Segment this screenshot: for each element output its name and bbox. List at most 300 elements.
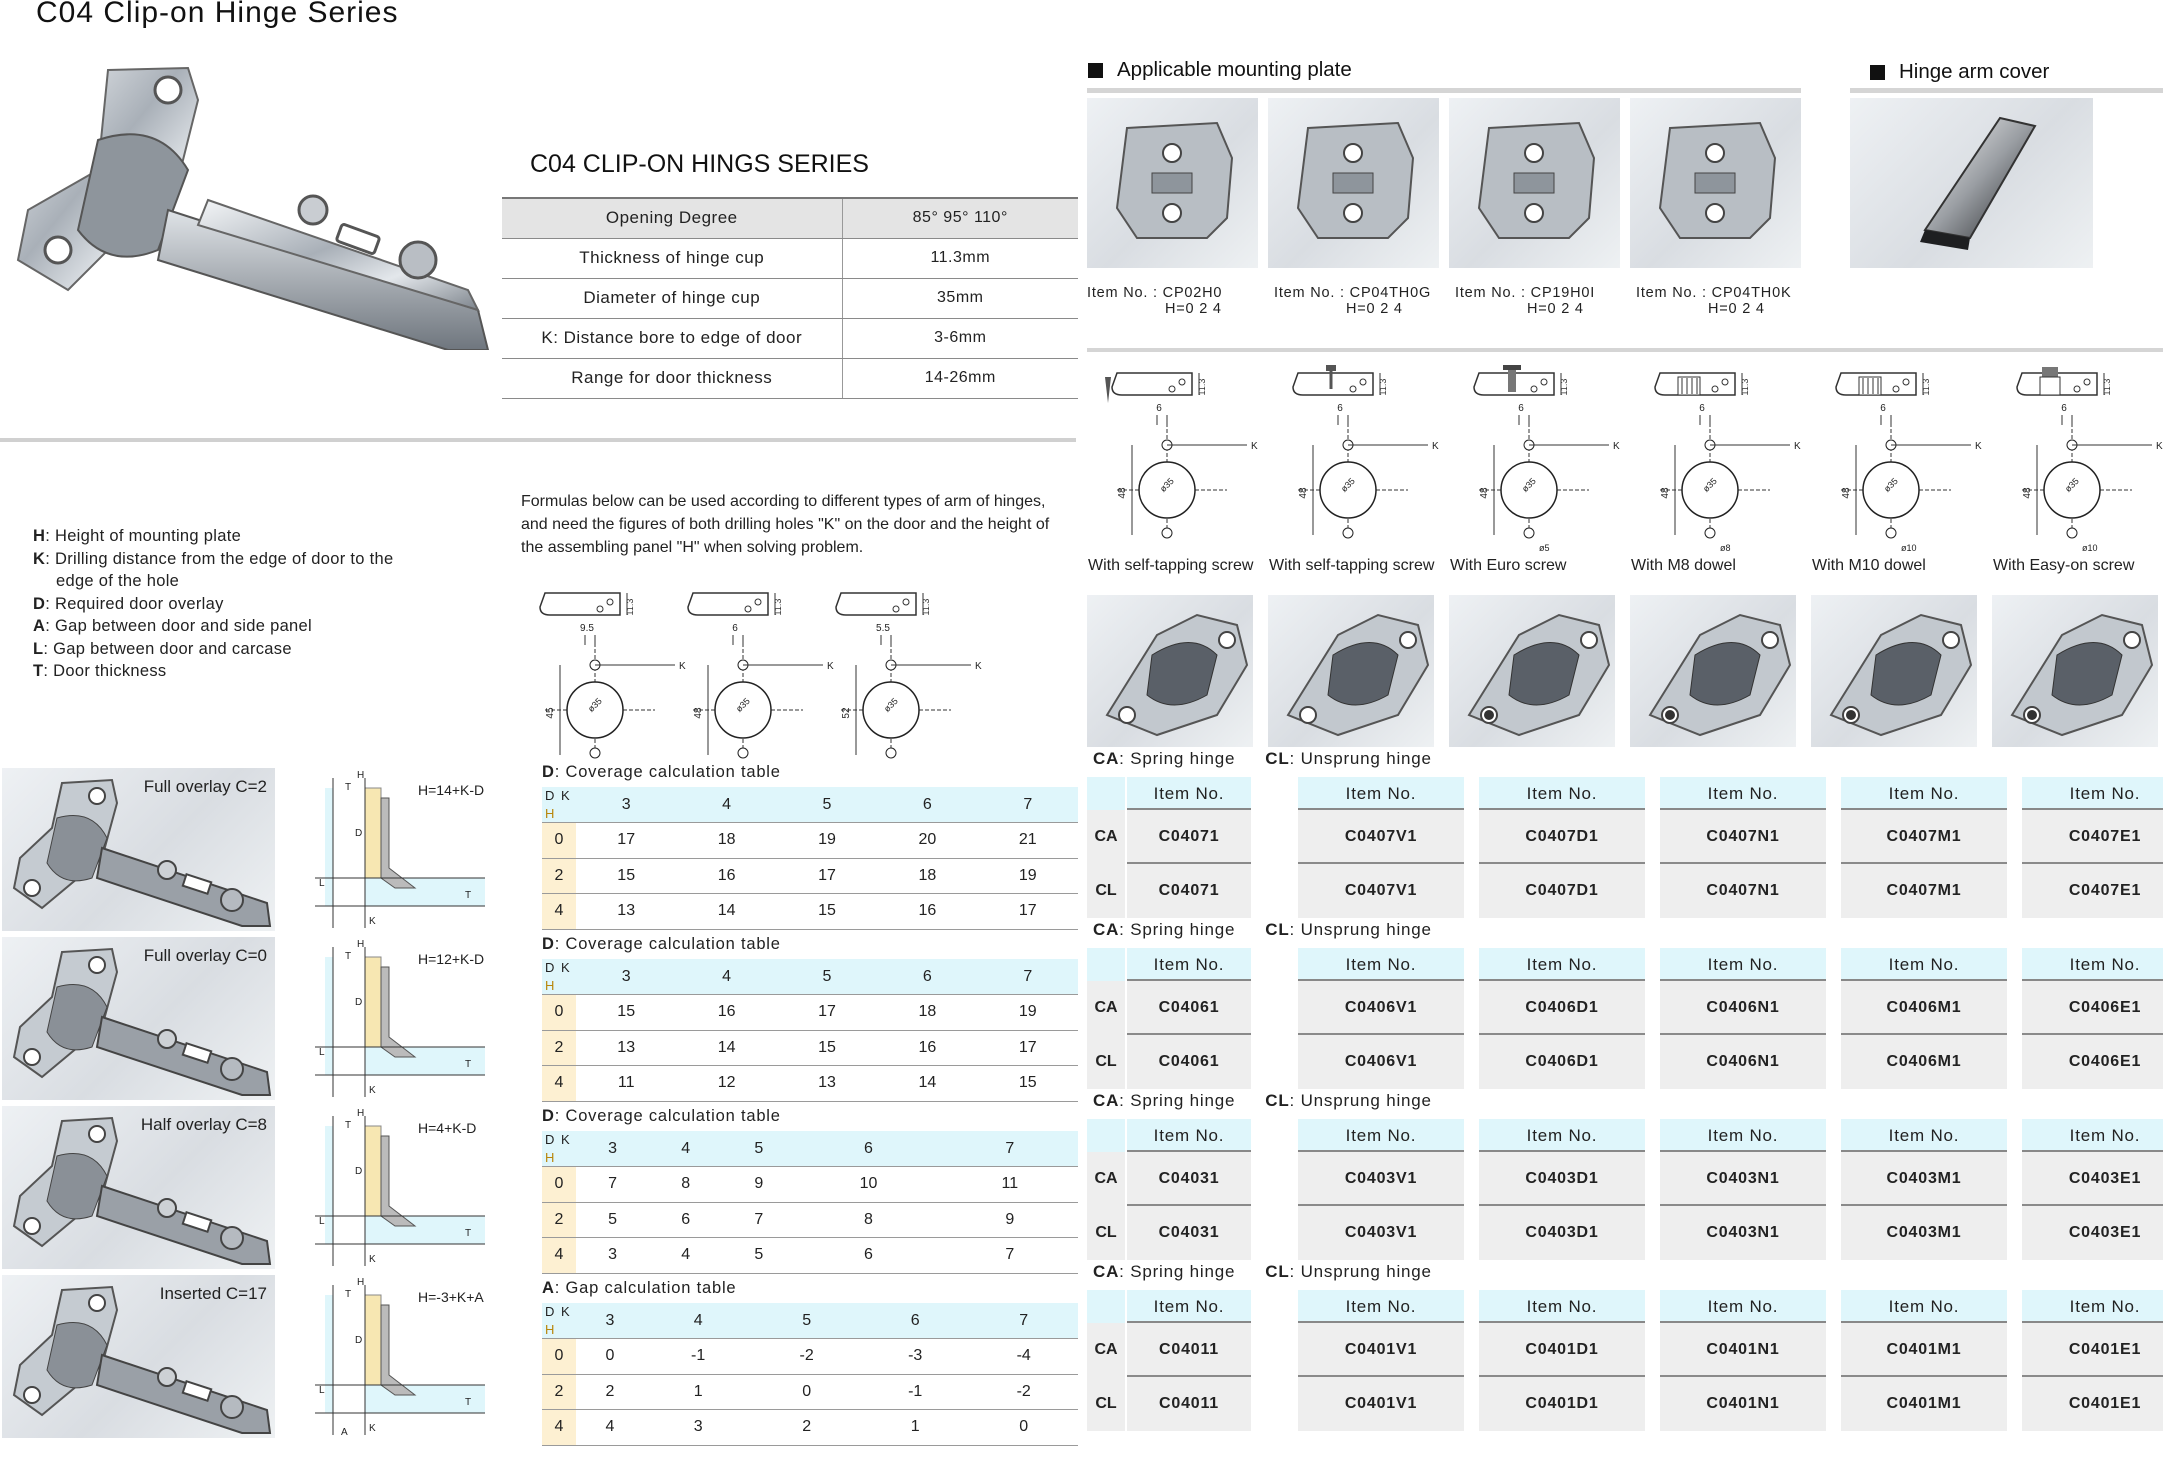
spec-value: 14-26mm	[842, 358, 1078, 398]
side-dim-label: 45	[545, 707, 556, 719]
calc-k-value: 4	[676, 787, 776, 823]
calc-cell: 8	[649, 1167, 722, 1203]
item-column	[1660, 948, 1826, 1089]
calc-h-value: 2	[542, 1202, 576, 1238]
cl-text: : Unsprung hinge	[1289, 749, 1432, 768]
item-cl-value: C0406E1	[2022, 1035, 2163, 1089]
corner-d: D	[545, 1132, 555, 1147]
item-cl-value: C0403N1	[1660, 1206, 1826, 1260]
plate-height: H=0 2 4	[1346, 301, 1403, 317]
item-column	[1127, 1119, 1251, 1260]
item-groups	[1087, 750, 2163, 1457]
t-label: T	[465, 1397, 472, 1408]
item-column	[1841, 777, 2007, 918]
corner-h: H	[545, 978, 555, 993]
side-dim-label: 52	[841, 707, 852, 719]
item-column	[1660, 1119, 1826, 1260]
ca-text: : Spring hinge	[1119, 1262, 1236, 1281]
legend-text: : Gap between door and side panel	[45, 617, 312, 635]
height-label: 11.3	[773, 598, 783, 616]
screw-caption: With self-tapping screw	[1088, 557, 1254, 574]
spec-row	[502, 198, 1078, 238]
mounting-plates	[1087, 98, 1801, 328]
item-header: Item No.	[2022, 1290, 2163, 1323]
calc-table	[542, 1131, 1078, 1274]
item-ca-value: C04061	[1127, 981, 1251, 1035]
calc-cell: 15	[777, 1030, 877, 1066]
plate-height: H=0 2 4	[1708, 301, 1765, 317]
item-cl-value: C0407V1	[1298, 864, 1464, 918]
height-label: 11.3	[1921, 378, 1931, 396]
item-ca-value: C0403E1	[2022, 1152, 2163, 1206]
calc-cell: 0	[752, 1374, 861, 1410]
l-label: L	[319, 1385, 325, 1396]
item-ca-value: C0407N1	[1660, 810, 1826, 864]
hinge-type-heading	[1093, 920, 1432, 940]
calc-tables	[540, 763, 1080, 1453]
ca-text: : Spring hinge	[1119, 1091, 1236, 1110]
drill-diagram	[1278, 365, 1448, 565]
main-hinge-image	[8, 60, 498, 350]
legend-row	[33, 548, 433, 571]
item-column	[2022, 1290, 2163, 1431]
k-label: K	[1975, 441, 1982, 452]
corner-k: K	[561, 788, 570, 803]
calc-h-value: 2	[542, 1030, 576, 1066]
calc-cell: -1	[644, 1339, 753, 1375]
t-label: T	[465, 890, 472, 901]
page-title: C04 Clip-on Hinge Series	[36, 0, 399, 29]
calc-k-value: 5	[777, 959, 877, 995]
side-header	[1087, 1119, 1125, 1152]
calc-cell: 17	[777, 858, 877, 894]
k-label: K	[1251, 441, 1258, 452]
calc-cell: 14	[877, 1066, 977, 1102]
item-cl-value: C0407D1	[1479, 864, 1645, 918]
side-dim-label: 48	[1660, 487, 1671, 499]
hinge-type-photos	[1087, 595, 2163, 750]
item-ca-value: C04031	[1127, 1152, 1251, 1206]
mounting-plate-image	[1630, 98, 1801, 268]
calc-row	[542, 995, 1078, 1031]
item-ca-value: C0401N1	[1660, 1323, 1826, 1377]
drill-hole	[738, 748, 748, 758]
drill-hole	[590, 748, 600, 758]
calc-cell: 15	[777, 894, 877, 930]
item-ca-value: C0406D1	[1479, 981, 1645, 1035]
height-label: 11.3	[1559, 378, 1569, 396]
l-label: L	[319, 1047, 325, 1058]
calc-h-value: 2	[542, 858, 576, 894]
ca-row-label: CA	[1087, 1323, 1125, 1377]
row-type-column	[1087, 1290, 1125, 1431]
item-cl-value: C0403V1	[1298, 1206, 1464, 1260]
k-label: K	[369, 1423, 376, 1434]
item-ca-value: C0406E1	[2022, 981, 2163, 1035]
item-ca-value: C0401D1	[1479, 1323, 1645, 1377]
item-ca-value: C0407M1	[1841, 810, 2007, 864]
cl-row-label: CL	[1087, 1377, 1125, 1431]
item-column	[1298, 777, 1464, 918]
k-label: K	[369, 1254, 376, 1265]
calc-cell: 10	[795, 1167, 941, 1203]
screw-icon	[1105, 377, 1111, 403]
item-header: Item No.	[1298, 1290, 1464, 1323]
drill-diagrams	[525, 585, 982, 760]
calc-k-value: 3	[576, 787, 676, 823]
row-type-column	[1087, 777, 1125, 918]
calc-cell: 18	[877, 995, 977, 1031]
calc-cell: 11	[942, 1167, 1078, 1203]
corner-k: K	[561, 1132, 570, 1147]
calc-cell: 19	[777, 823, 877, 859]
side-header	[1087, 1290, 1125, 1323]
item-cl-value: C04031	[1127, 1206, 1251, 1260]
row-type-column	[1087, 948, 1125, 1089]
top-dim-label: 6	[1337, 403, 1343, 414]
item-column	[1127, 777, 1251, 918]
side-panel	[365, 788, 381, 878]
hinge-cup-illustration	[1811, 595, 1977, 747]
cl-row-label: CL	[1087, 1206, 1125, 1260]
height-label: 11.3	[1740, 378, 1750, 396]
drill-hole	[1886, 528, 1896, 538]
plate-height: H=0 2 4	[1527, 301, 1584, 317]
calc-cell: 19	[978, 995, 1078, 1031]
item-header: Item No.	[1660, 1119, 1826, 1152]
calc-cell: 2	[576, 1374, 644, 1410]
k-label: K	[1794, 441, 1801, 452]
top-dim-label: 6	[1699, 403, 1705, 414]
item-ca-value: C0406V1	[1298, 981, 1464, 1035]
overlay-formula: H=4+K-D	[418, 1120, 477, 1136]
hinge-cup-image	[1992, 595, 2158, 747]
calc-table-title-text: : Coverage calculation table	[554, 1107, 781, 1125]
calc-cell: 5	[722, 1238, 795, 1274]
overlay-label: Full overlay C=2	[143, 777, 267, 796]
cover-bar	[1850, 88, 2163, 93]
legend-text: : Required door overlay	[45, 594, 224, 613]
legend-text: edge of the hole	[56, 572, 180, 590]
item-header: Item No.	[1127, 948, 1251, 981]
item-cl-value: C0407E1	[2022, 864, 2163, 918]
corner-h: H	[545, 1322, 555, 1337]
drill-hole	[1524, 528, 1534, 538]
overlay-section	[0, 768, 500, 1457]
legend-key: A	[33, 617, 46, 635]
calc-cell: 17	[777, 995, 877, 1031]
ca-key: CA	[1093, 749, 1120, 768]
calc-h-value: 0	[542, 823, 576, 859]
k-label: K	[1613, 441, 1620, 452]
item-ca-value: C0403D1	[1479, 1152, 1645, 1206]
item-cl-value: C0401E1	[2022, 1377, 2163, 1431]
calc-cell: 13	[576, 894, 676, 930]
calc-h-value: 4	[542, 1066, 576, 1102]
item-header: Item No.	[1479, 1290, 1645, 1323]
plate-item-no: Item No. : CP19H0I	[1455, 285, 1596, 301]
ca-text: : Spring hinge	[1119, 920, 1236, 939]
calc-h-value: 0	[542, 1339, 576, 1375]
calc-row	[542, 1030, 1078, 1066]
h-label: H	[357, 1108, 365, 1119]
drill-diagram	[525, 585, 695, 785]
calc-k-value: 5	[722, 1131, 795, 1167]
cl-row-label: CL	[1087, 1035, 1125, 1089]
arm-cover-illustration	[1850, 98, 2093, 268]
spec-row	[502, 238, 1078, 278]
item-header: Item No.	[1479, 777, 1645, 810]
drill-diagram	[1459, 365, 1629, 565]
item-ca-value: C04011	[1127, 1323, 1251, 1377]
calc-cell: 9	[722, 1167, 795, 1203]
legend-row	[33, 525, 433, 548]
calc-cell: 19	[978, 858, 1078, 894]
calc-cell: 15	[978, 1066, 1078, 1102]
calc-cell: -2	[969, 1374, 1078, 1410]
h-label: H	[357, 939, 365, 950]
calc-h-value: 4	[542, 894, 576, 930]
item-column	[1127, 948, 1251, 1089]
item-column	[2022, 1119, 2163, 1260]
k-label: K	[2156, 441, 2163, 452]
item-cl-value: C0406V1	[1298, 1035, 1464, 1089]
calc-row	[542, 894, 1078, 930]
screw-icon	[2042, 367, 2058, 377]
calc-corner	[542, 959, 576, 995]
item-ca-value: C0407D1	[1479, 810, 1645, 864]
height-label: 11.3	[1197, 378, 1207, 396]
calc-k-value: 3	[576, 1131, 649, 1167]
calc-cell: 17	[978, 894, 1078, 930]
plate-illustration	[1630, 98, 1801, 268]
overlay-hinge-image	[2, 937, 275, 1100]
item-column	[1479, 777, 1645, 918]
corner-h: H	[545, 806, 555, 821]
calc-cell: 0	[576, 1339, 644, 1375]
calc-cell: 4	[576, 1410, 644, 1446]
spec-row	[502, 278, 1078, 318]
item-ca-value: C0406M1	[1841, 981, 2007, 1035]
calc-k-value: 5	[777, 787, 877, 823]
corner-h: H	[545, 1150, 555, 1165]
side-panel	[365, 1295, 381, 1385]
row-type-column	[1087, 1119, 1125, 1260]
calc-table-key: D	[542, 935, 555, 953]
overlay-label: Half overlay C=8	[140, 1115, 267, 1134]
calc-cell: 9	[942, 1202, 1078, 1238]
hinge-type-heading	[1093, 1262, 1432, 1282]
calc-cell: 15	[576, 995, 676, 1031]
calc-cell: 16	[676, 858, 776, 894]
calc-row	[542, 1167, 1078, 1203]
calc-k-value: 6	[877, 959, 977, 995]
hinge-cup-image	[1087, 595, 1253, 747]
screw-caption: With Easy-on screw	[1993, 557, 2135, 574]
side-panel	[365, 957, 381, 1047]
corner-k: K	[561, 960, 570, 975]
t-label: T	[345, 951, 352, 962]
drill-hole	[2067, 528, 2077, 538]
ca-row-label: CA	[1087, 810, 1125, 864]
side-dim-label: 48	[1479, 487, 1490, 499]
screws-divider	[1087, 348, 2163, 352]
calc-cell: 11	[576, 1066, 676, 1102]
plate-item-no: Item No. : CP04TH0K	[1636, 285, 1792, 301]
item-header: Item No.	[1479, 1119, 1645, 1152]
d-label: D	[355, 1335, 363, 1346]
bullet-square-icon	[1088, 63, 1103, 78]
calc-row	[542, 1238, 1078, 1274]
item-column	[2022, 948, 2163, 1089]
spec-label: Range for door thickness	[502, 358, 842, 398]
cl-key: CL	[1265, 920, 1290, 939]
top-dim-label: 6	[1156, 403, 1162, 414]
k-label: K	[369, 1085, 376, 1096]
spec-table	[502, 197, 1078, 399]
legend-row	[33, 660, 433, 683]
corner-d: D	[545, 960, 555, 975]
ca-key: CA	[1093, 1091, 1120, 1110]
calc-k-value: 7	[942, 1131, 1078, 1167]
calc-cell: 16	[877, 894, 977, 930]
spec-label: Opening Degree	[502, 198, 842, 238]
drill-diagram	[1640, 365, 1810, 565]
calc-table-title-text: : Gap calculation table	[554, 1279, 737, 1297]
calc-cell: 16	[877, 1030, 977, 1066]
calc-k-value: 4	[676, 959, 776, 995]
item-header: Item No.	[2022, 1119, 2163, 1152]
calc-cell: 6	[649, 1202, 722, 1238]
cup-label: ø35	[1881, 475, 1900, 494]
calc-table	[542, 959, 1078, 1102]
corner-d: D	[545, 788, 555, 803]
mounting-heading-text: Applicable mounting plate	[1117, 58, 1352, 81]
t-label: T	[465, 1228, 472, 1239]
calc-header-row	[542, 1131, 1078, 1167]
overlay-formula: H=14+K-D	[418, 782, 485, 798]
legend-row	[33, 593, 433, 616]
item-header: Item No.	[1841, 777, 2007, 810]
screw-diagrams	[1087, 360, 2163, 590]
k-label: K	[369, 916, 376, 927]
hinge-cup-image	[1811, 595, 1977, 747]
hole-label: ø8	[1720, 543, 1731, 553]
height-label: 11.3	[1378, 378, 1388, 396]
side-dim-label: 48	[693, 707, 704, 719]
calc-table-title	[542, 935, 781, 954]
side-dim-label: 48	[1298, 487, 1309, 499]
item-ca-value: C0401M1	[1841, 1323, 2007, 1377]
legend-text: : Door thickness	[43, 662, 167, 680]
cl-row-label: CL	[1087, 864, 1125, 918]
calc-cell: 20	[877, 823, 977, 859]
hinge-illustration	[8, 60, 498, 350]
calc-cell: 13	[576, 1030, 676, 1066]
calc-row	[542, 1374, 1078, 1410]
calc-cell: 18	[877, 858, 977, 894]
top-dim-label: 5.5	[876, 623, 890, 634]
calc-cell: 2	[752, 1410, 861, 1446]
calc-corner	[542, 787, 576, 823]
calc-cell: 5	[576, 1202, 649, 1238]
plate-height: H=0 2 4	[1165, 301, 1222, 317]
item-header: Item No.	[1841, 1290, 2007, 1323]
overlay-label: Full overlay C=0	[143, 946, 267, 965]
item-header: Item No.	[1298, 777, 1464, 810]
item-column	[1660, 777, 1826, 918]
calc-cell: 16	[676, 995, 776, 1031]
height-label: 11.3	[921, 598, 931, 616]
overlay-formula: H=12+K-D	[418, 951, 485, 967]
calc-table-title	[542, 1107, 781, 1126]
item-ca-value: C0403N1	[1660, 1152, 1826, 1206]
cup-label: ø35	[1700, 475, 1719, 494]
calc-cell: 6	[795, 1238, 941, 1274]
cup-label: ø35	[2062, 475, 2081, 494]
drill-hole	[1705, 528, 1715, 538]
item-ca-value: C0401V1	[1298, 1323, 1464, 1377]
overlay-hinge-image	[2, 768, 275, 931]
overlay-hinge-image	[2, 1275, 275, 1438]
cover-heading	[1870, 60, 2049, 84]
legend-row	[33, 615, 433, 638]
side-header	[1087, 777, 1125, 810]
hinge-cup-illustration	[1268, 595, 1434, 747]
item-column	[2022, 777, 2163, 918]
legend-key: D	[33, 594, 46, 613]
item-cl-value: C0406M1	[1841, 1035, 2007, 1089]
calc-k-value: 7	[969, 1303, 1078, 1339]
hole-label: ø10	[2082, 543, 2098, 553]
spec-value: 11.3mm	[842, 238, 1078, 278]
legend-text: : Drilling distance from the edge of door to the	[45, 549, 394, 568]
calc-k-value: 6	[795, 1131, 941, 1167]
item-header: Item No.	[1127, 1119, 1251, 1152]
item-header: Item No.	[1841, 948, 2007, 981]
calc-table-title	[542, 1279, 736, 1298]
calc-table	[542, 787, 1078, 930]
section-divider	[0, 438, 1076, 442]
item-cl-value: C04061	[1127, 1035, 1251, 1089]
k-label: K	[975, 661, 982, 672]
item-column	[1841, 1119, 2007, 1260]
calc-cell: -2	[752, 1339, 861, 1375]
item-header: Item No.	[1660, 1290, 1826, 1323]
calc-cell: 1	[644, 1374, 753, 1410]
overlay-label: Inserted C=17	[159, 1284, 267, 1303]
ca-key: CA	[1093, 920, 1120, 939]
item-cl-value: C0401M1	[1841, 1377, 2007, 1431]
legend-key: L	[33, 639, 44, 658]
calc-row	[542, 1410, 1078, 1446]
top-dim-label: 6	[2061, 403, 2067, 414]
item-column	[1298, 1119, 1464, 1260]
calc-k-value: 7	[978, 959, 1078, 995]
hole-label: ø10	[1901, 543, 1917, 553]
calc-row	[542, 1339, 1078, 1375]
hinge-cup-illustration	[1992, 595, 2158, 747]
calc-cell: 0	[969, 1410, 1078, 1446]
calc-cell: 12	[676, 1066, 776, 1102]
spec-label: Diameter of hinge cup	[502, 278, 842, 318]
cl-key: CL	[1265, 749, 1290, 768]
cl-text: : Unsprung hinge	[1289, 1091, 1432, 1110]
drill-hole	[1343, 528, 1353, 538]
calc-cell: -3	[861, 1339, 970, 1375]
spec-value: 3-6mm	[842, 318, 1078, 358]
spec-row	[502, 318, 1078, 358]
